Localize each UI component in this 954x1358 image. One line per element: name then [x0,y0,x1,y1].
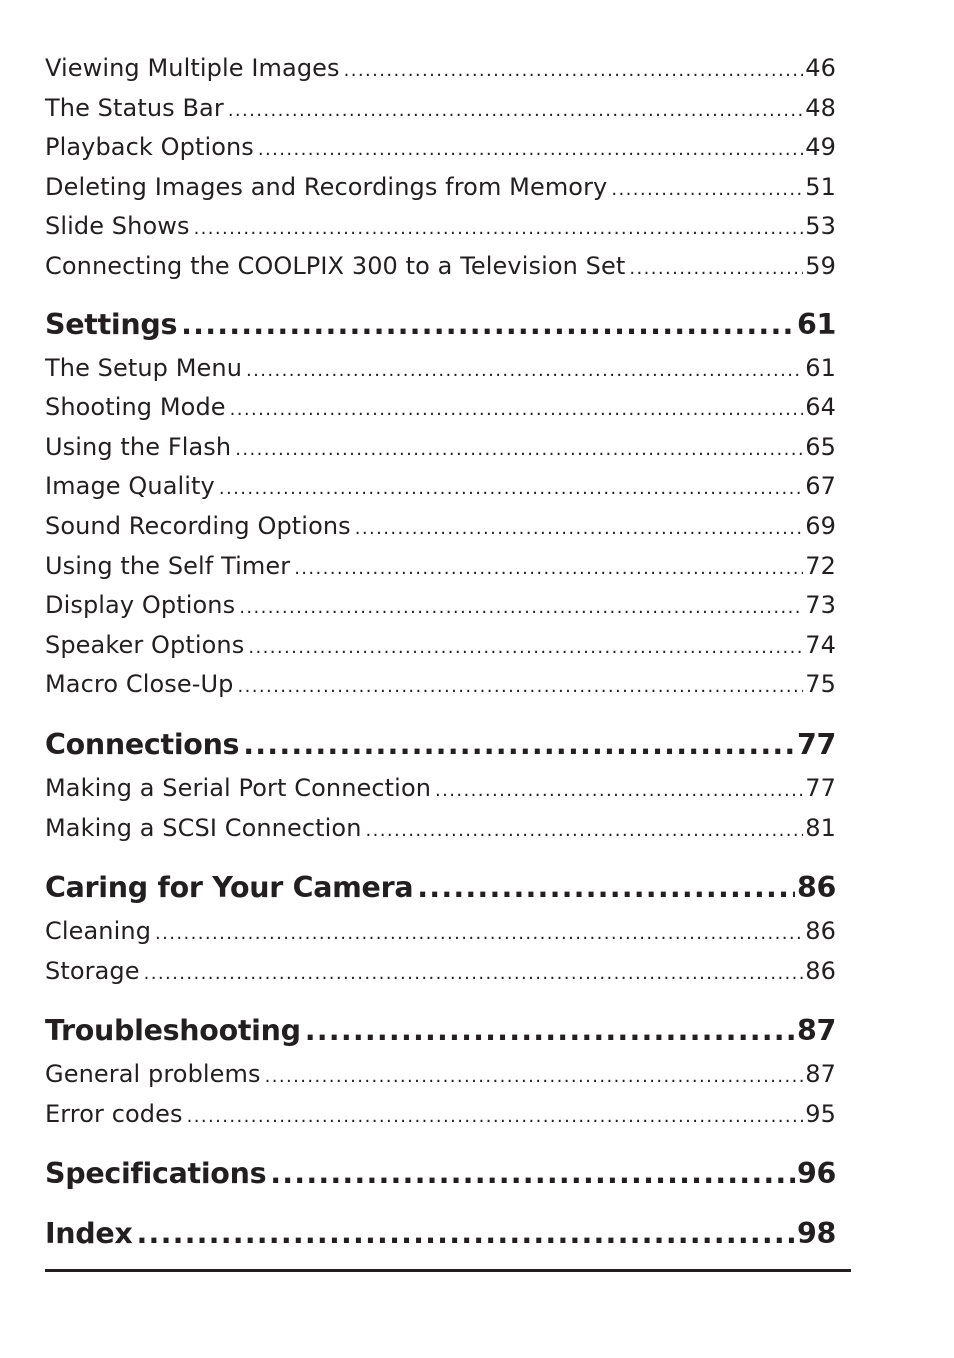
toc-section-index[interactable] [45,1217,836,1261]
dot-leader [265,1060,804,1088]
toc-section-troubleshooting[interactable] [45,1014,836,1060]
toc-section-title: Settings [45,307,178,341]
dot-leader [181,308,795,341]
toc-entry-page: 46 [805,54,836,82]
toc-entry[interactable] [45,552,836,592]
toc-entry-title: Playback Options [45,133,254,162]
toc-entry-page: 51 [805,172,836,201]
toc-entry-title: Making a SCSI Connection [45,813,362,842]
toc-entry-page: 48 [805,93,836,122]
toc-entry[interactable] [45,774,836,814]
toc-section-page: 86 [796,871,836,905]
toc-entry-title: Storage [45,956,140,985]
toc-section-title: Specifications [45,1157,267,1191]
toc-entry-page: 59 [805,251,836,280]
toc-entry-page: 69 [805,511,836,540]
dot-leader [366,814,804,842]
toc-entry-title: Using the Flash [45,432,232,461]
toc-entry-title: The Status Bar [45,93,224,122]
toc-entry-title: The Setup Menu [45,353,243,382]
dot-leader [219,472,803,500]
dot-leader [239,591,803,619]
toc-entry[interactable] [45,512,836,552]
dot-leader [248,631,803,659]
toc-entry-title: Viewing Multiple Images [45,54,340,82]
dot-leader [344,54,804,82]
dot-leader [355,512,803,540]
toc-entry-page: 86 [805,917,836,946]
toc-entry-title: Shooting Mode [45,393,226,422]
toc-entry[interactable] [45,957,836,997]
toc-entry-title: Connecting the COOLPIX 300 to a Television Set [45,251,626,280]
dot-leader [435,774,803,802]
toc-entry-title: General problems [45,1060,261,1089]
dot-leader [305,1014,795,1047]
toc-section-title: Caring for Your Camera [45,871,414,905]
toc-entry-page: 65 [805,432,836,461]
toc-entry[interactable] [45,393,836,433]
dot-leader [144,957,804,985]
toc-entry[interactable] [45,670,836,710]
dot-leader [187,1100,804,1128]
toc-entry-title: Image Quality [45,472,215,501]
toc-entry-page: 81 [805,813,836,842]
table-of-contents [45,54,836,1261]
toc-entry-page: 49 [805,133,836,162]
toc-entry[interactable] [45,1100,836,1140]
toc-entry-title: Speaker Options [45,630,245,659]
bottom-rule-divider [45,1269,851,1272]
toc-section-page: 87 [796,1014,836,1048]
toc-entry-page: 86 [805,956,836,985]
toc-section-title: Troubleshooting [45,1014,301,1048]
toc-section-title: Index [45,1217,133,1251]
toc-entry-page: 61 [805,353,836,382]
toc-entry-page: 73 [805,591,836,620]
toc-section-title: Connections [45,727,240,761]
toc-section-specifications[interactable] [45,1157,836,1201]
dot-leader [238,670,804,698]
toc-entry-page: 77 [805,773,836,802]
toc-entry-page: 95 [805,1099,836,1128]
toc-section-page: 77 [796,727,836,761]
dot-leader [155,917,803,945]
toc-section-page: 98 [796,1217,836,1251]
toc-entry[interactable] [45,133,836,173]
toc-entry-page: 64 [805,393,836,422]
toc-entry[interactable] [45,354,836,394]
dot-leader [258,133,803,161]
toc-entry-page: 87 [805,1060,836,1089]
toc-entry[interactable] [45,917,836,957]
toc-entry[interactable] [45,54,836,94]
toc-entry-title: Deleting Images and Recordings from Memory [45,172,608,201]
toc-entry-page: 74 [805,630,836,659]
dot-leader [235,433,803,461]
toc-entry-title: Display Options [45,591,236,620]
toc-entry[interactable] [45,591,836,631]
toc-section-page: 96 [796,1157,836,1191]
toc-entry-title: Using the Self Timer [45,551,291,580]
dot-leader [228,94,803,122]
toc-entry[interactable] [45,94,836,134]
toc-entry-title: Error codes [45,1099,183,1128]
dot-leader [270,1157,795,1190]
toc-entry-title: Making a Serial Port Connection [45,773,432,802]
toc-entry-page: 72 [805,551,836,580]
dot-leader [194,212,804,240]
toc-entry-page: 67 [805,472,836,501]
toc-section-page: 61 [796,307,836,341]
dot-leader [230,393,804,421]
toc-entry[interactable] [45,252,836,292]
toc-entry-page: 53 [805,212,836,241]
toc-entry[interactable] [45,472,836,512]
dot-leader [294,552,803,580]
dot-leader [611,173,803,201]
toc-entry-title: Sound Recording Options [45,511,351,540]
toc-entry-title: Slide Shows [45,212,190,241]
toc-entry[interactable] [45,631,836,671]
dot-leader [246,354,803,382]
toc-entry-page: 75 [805,670,836,699]
toc-entry[interactable] [45,1060,836,1100]
dot-leader [629,252,803,280]
dot-leader [137,1217,795,1250]
toc-section-connections[interactable] [45,728,836,774]
dot-leader [417,871,795,904]
toc-entry[interactable] [45,173,836,213]
toc-entry[interactable] [45,433,836,473]
toc-entry-title: Cleaning [45,917,152,946]
dot-leader [243,728,795,761]
toc-entry-title: Macro Close-Up [45,670,234,699]
toc-section-caring[interactable] [45,871,836,917]
toc-entry[interactable] [45,212,836,252]
toc-entry[interactable] [45,814,836,854]
toc-section-settings[interactable] [45,308,836,354]
